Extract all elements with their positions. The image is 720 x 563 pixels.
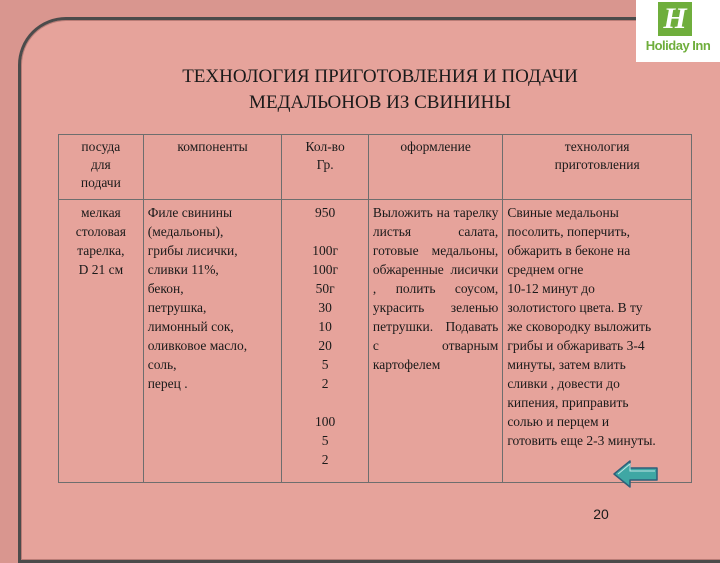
header-components: компоненты [143,135,282,200]
holiday-inn-logo [636,0,720,62]
header-technology: технология приготовления [503,135,692,200]
technology-table [58,134,692,483]
logo-mark: H [658,2,692,36]
back-arrow-icon[interactable] [612,459,660,489]
title-line-2: МЕДАЛЬОНОВ ИЗ СВИНИНЫ [249,92,511,113]
header-decoration: оформление [368,135,502,200]
logo-text: Holiday Inn [645,38,711,53]
page-number: 20 [593,506,609,522]
header-quantity: Кол-во Гр. [282,135,369,200]
cell-dish: мелкая столовая тарелка, D 21 см [59,200,144,483]
cell-technology: Свиные медальоны посолить, поперчить, обжарить в беконе на среднем огне 10-12 минут до золотистого цвета. В ту же сковородку выложить грибы и обжаривать 3-4 минуты, затем влить сливки , довести до кипения, приправить солью и перцем и готовить еще 2-3 минуты. [503,200,692,483]
cell-decoration: Выложить на тарелку листья салата, готовые медальоны, обжаренные лисички , полить соусом, украсить зеленью петрушки. Подавать с отварным картофелем [368,200,502,483]
title-line-1: ТЕХНОЛОГИЯ ПРИГОТОВЛЕНИЯ И ПОДАЧИ [182,66,578,87]
header-dish: посуда для подачи [59,135,144,200]
table-row [59,200,692,483]
cell-quantities: 950 100г 100г 50г 30 10 20 5 2 100 5 2 [282,200,369,483]
table-header-row [59,135,692,200]
cell-components: Филе свинины (медальоны), грибы лисички, сливки 11%, бекон, петрушка, лимонный сок, оливковое масло, соль, перец . [143,200,282,483]
slide-title [60,64,700,116]
